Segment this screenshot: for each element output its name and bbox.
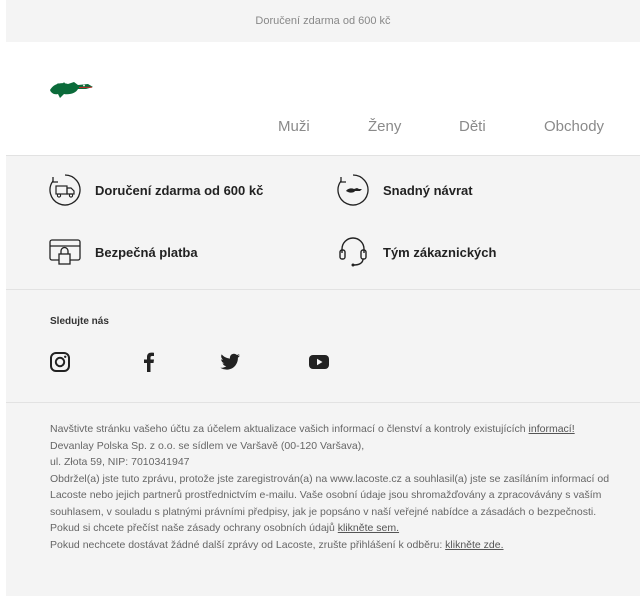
account-info-link[interactable]: informací! <box>528 423 575 435</box>
crocodile-logo-icon[interactable] <box>48 74 94 100</box>
secure-payment-icon <box>48 235 82 269</box>
benefit-secure-payment[interactable] <box>48 235 198 269</box>
benefit-label: Snadný návrat <box>383 182 473 198</box>
benefit-label: Doručení zdarma od 600 kč <box>95 182 264 198</box>
promo-text: Doručení zdarma od 600 kč <box>255 15 391 27</box>
benefits-section <box>6 155 640 290</box>
social-title: Sledujte nás <box>50 316 109 327</box>
twitter-icon[interactable] <box>219 351 241 373</box>
facebook-icon[interactable] <box>138 351 160 373</box>
footer-company-line: Devanlay Polska Sp. z o.o. se sídlem ve Varšavě (00-120 Varšava), <box>50 439 365 452</box>
nav-kids[interactable]: Děti <box>459 118 486 135</box>
delivery-truck-icon <box>48 173 82 207</box>
footer-account-line: Navštivte stránku vašeho účtu za účelem aktualizace vašich informací o členství a kontroly existujících informací! <box>50 423 575 435</box>
instagram-icon[interactable] <box>49 351 71 373</box>
return-icon <box>336 173 370 207</box>
footer-text <box>50 421 610 553</box>
youtube-icon[interactable] <box>308 351 330 373</box>
benefit-customer-team[interactable] <box>336 235 496 269</box>
promo-bar <box>6 0 640 42</box>
header <box>6 42 640 155</box>
nav-stores[interactable]: Obchody <box>544 118 605 135</box>
footer-address-line: ul. Złota 59, NIP: 7010341947 <box>50 456 190 468</box>
benefit-label: Tým zákaznických <box>383 244 497 260</box>
nav-men[interactable]: Muži <box>278 118 310 135</box>
footer-unsubscribe-line: Pokud nechcete dostávat žádné další zprávy od Lacoste, zrušte přihlášení k odběru: klikněte zde. <box>50 538 504 551</box>
nav-women[interactable]: Ženy <box>368 118 402 135</box>
footer-consent-text: Obdržel(a) jste tuto zprávu, protože jste zaregistrován(a) na www.lacoste.cz a souhlasil(a) jste se zasíláním informací od Lacoste nebo jejich partnerů prostřednictvím e-mailu. Vaše osobní údaje jsou shromažďovány a zpracovávány s vaším souhlasem, v souladu s platnými právními předpisy, jak je popsáno v naší veřejné nabídce a zásadách o bezpečnosti. <box>50 472 610 518</box>
social-section <box>6 290 640 403</box>
benefit-easy-return[interactable] <box>336 173 473 207</box>
footer <box>6 403 640 596</box>
headset-icon <box>336 235 370 269</box>
footer-privacy-line: Pokud si chcete přečíst naše zásady ochrany osobních údajů klikněte sem. <box>50 522 400 534</box>
benefit-free-delivery[interactable] <box>48 173 263 207</box>
privacy-policy-link[interactable]: klikněte sem. <box>337 522 400 534</box>
benefit-label: Bezpečná platba <box>95 244 198 260</box>
unsubscribe-link[interactable]: klikněte zde. <box>445 538 504 551</box>
email-body <box>6 0 640 596</box>
